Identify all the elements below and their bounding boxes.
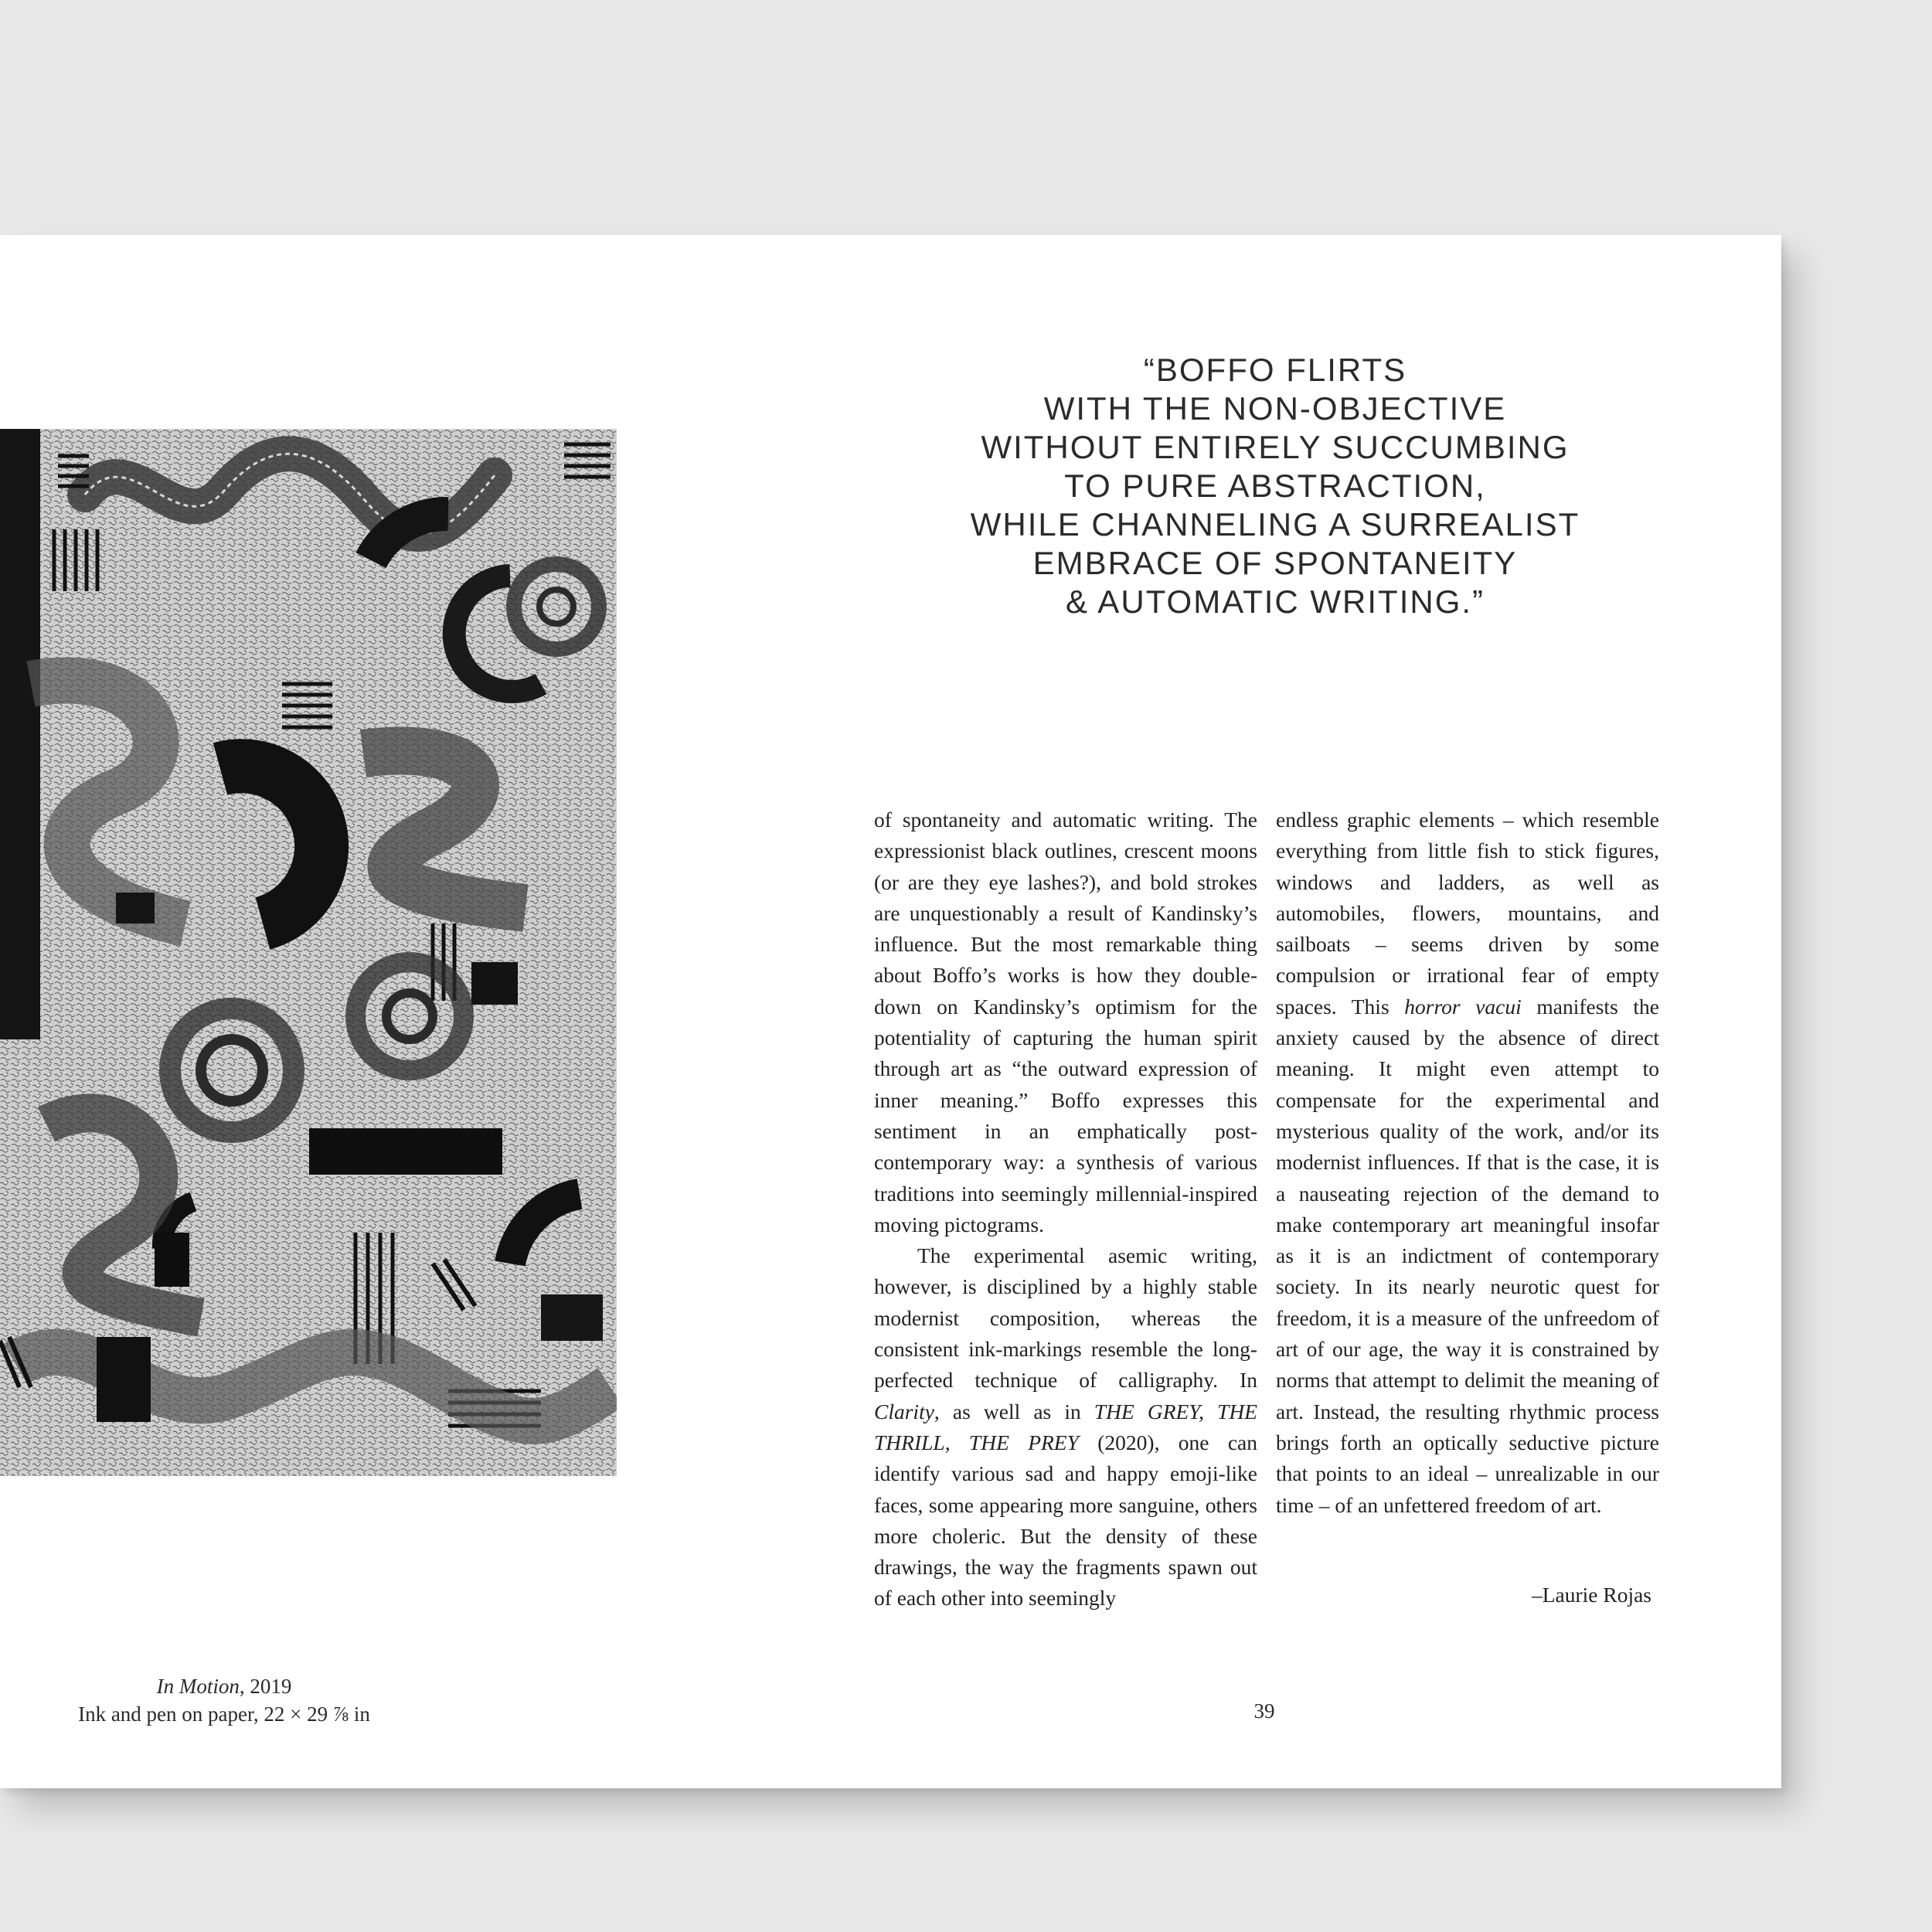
body-paragraph xyxy=(1276,804,1659,1521)
work-title-clarity: Clarity xyxy=(874,1399,934,1423)
caption-medium: Ink and pen on paper, 22 × 29 ⅞ in xyxy=(78,1702,370,1726)
work-title-grey-thrill-prey: THE GREY, THE THRILL, THE PREY xyxy=(874,1399,1257,1454)
pull-quote xyxy=(850,351,1700,621)
pull-quote-line: EMBRACE OF SPONTANEITY xyxy=(1032,545,1518,581)
caption-title: In Motion, xyxy=(156,1675,245,1698)
artwork-image xyxy=(0,429,617,1476)
body-paragraph: of spontaneity and automatic writing. The expressionist black outlines, crescent moons (or are they eye lashes?), and bold strokes are unquestionably a result of Kandinsky’s influence. But the most remarkable thing about Boffo’s works is how they double-down on Kandinsky’s optimism for the potentiality of capturing the human spirit through art as “the outward expression of inner meaning.” Boffo expresses this sentiment in an emphatically post-contemporary way: a synthesis of various traditions into seemingly millennial-inspired moving pictograms. xyxy=(874,808,1257,1236)
artwork-caption xyxy=(46,1672,402,1728)
pull-quote-line: WHILE CHANNELING A SURREALIST xyxy=(970,506,1580,543)
body-column-left xyxy=(874,804,1257,1614)
body-text: (2020), one can identify various sad and happy emoji-like faces, some appearing more sanguine, others more choleric. But the density of these drawings, the way the fragments spawn out of each other into seemingly xyxy=(874,1430,1257,1611)
pull-quote-line: WITH THE NON-OBJECTIVE xyxy=(1043,390,1507,427)
body-text: manifests the anxiety caused by the absence of direct meaning. It might even attempt to compensate for the experimental and mysterious quality of the work, and/or its modernist influences. If that is the case, it is a nauseating rejection of the demand to make contemporary art meaningful insofar as it is an indictment of contemporary society. In its nearly neurotic quest for freedom, it is a measure of the unfreedom of art of our age, the way it is constrained by norms that attempt to delimit the meaning of art. Instead, the resulting rhythmic process brings forth an optically seductive picture that points to an ideal – unrealizable in our time – of an unfettered freedom of art. xyxy=(1276,994,1659,1517)
page-number: 39 xyxy=(1253,1699,1275,1723)
body-text: , as well as in xyxy=(934,1399,1094,1423)
body-text: endless graphic elements – which resemble everything from little fish to stick figures, windows and ladders, as well as automobiles, flowers, mountains, and sailboats – seems driven by some compulsion or irrational fear of empty spaces. This xyxy=(1276,808,1659,1019)
pull-quote-line: WITHOUT ENTIRELY SUCCUMBING xyxy=(981,429,1570,465)
term-horror-vacui: horror vacui xyxy=(1404,994,1522,1019)
magazine-spread xyxy=(0,235,1781,1788)
pull-quote-line: TO PURE ABSTRACTION, xyxy=(1064,468,1486,504)
body-paragraph xyxy=(874,1240,1257,1614)
body-column-right xyxy=(1276,804,1659,1521)
pull-quote-line: “BOFFO FLIRTS xyxy=(1143,352,1407,388)
caption-title-line xyxy=(46,1672,402,1700)
artwork-drawing xyxy=(0,429,617,1476)
body-text: The experimental asemic writing, however, is disciplined by a highly stable modernist composition, whereas the consistent ink-markings resemble the long-perfected technique of calligraphy. In xyxy=(874,1243,1257,1393)
pull-quote-line: & AUTOMATIC WRITING.” xyxy=(1065,583,1485,620)
caption-year: 2019 xyxy=(250,1675,292,1698)
author-signature: –Laurie Rojas xyxy=(1531,1583,1651,1607)
